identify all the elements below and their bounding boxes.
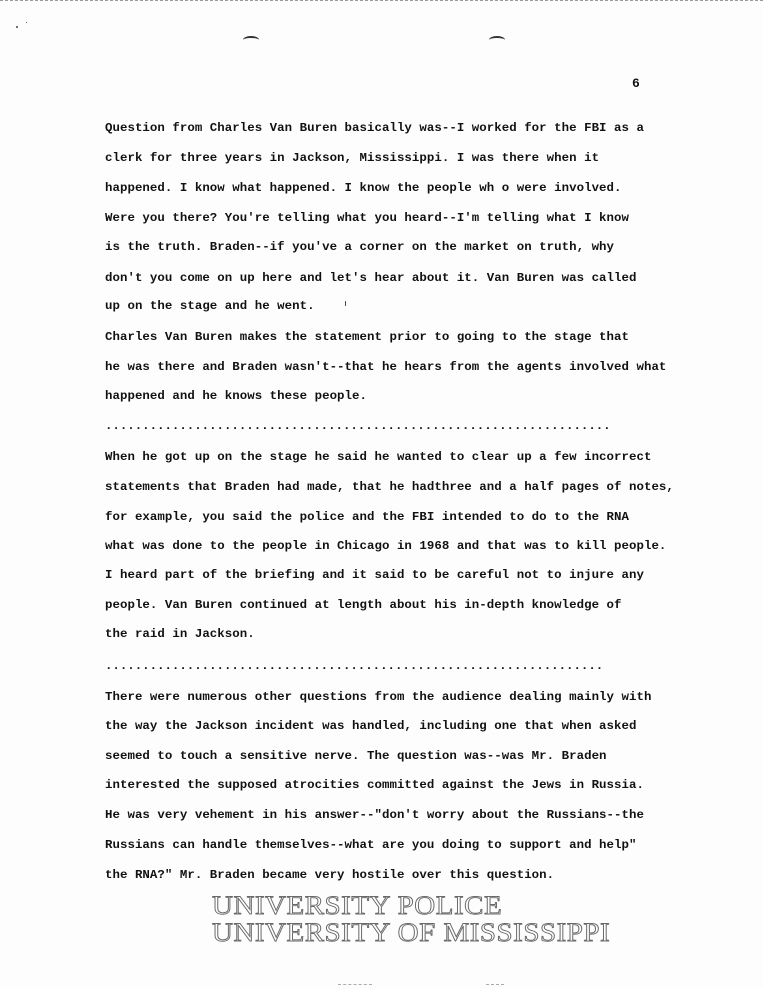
body-line: the way the Jackson incident was handled, including one that when asked	[105, 719, 637, 733]
dotted-separator: ...................................................................	[105, 659, 604, 673]
scan-speck	[345, 301, 346, 306]
body-line: he was there and Braden wasn't--that he hears from the agents involved what	[105, 360, 667, 374]
body-line: happened and he knows these people.	[105, 389, 367, 403]
scan-speck	[26, 22, 27, 23]
body-line: the raid in Jackson.	[105, 627, 255, 641]
binding-mark	[489, 36, 505, 44]
page-number: 6	[632, 76, 640, 91]
body-line: the RNA?" Mr. Braden became very hostile over this question.	[105, 868, 555, 882]
body-line: He was very vehement in his answer--"don't worry about the Russians--the	[105, 808, 644, 822]
body-line: I heard part of the briefing and it said to be careful not to injure any	[105, 568, 644, 582]
body-line: statements that Braden had made, that he hadthree and a half pages of notes,	[105, 480, 674, 494]
body-line: Question from Charles Van Buren basically was--I worked for the FBI as a	[105, 121, 644, 135]
body-line: for example, you said the police and the FBI intended to do to the RNA	[105, 510, 629, 524]
body-line: interested the supposed atrocities committed against the Jews in Russia.	[105, 778, 644, 792]
watermark-stamp-line: UNIVERSITY OF MISSISSIPPI	[212, 918, 611, 948]
body-line: seemed to touch a sensitive nerve. The question was--was Mr. Braden	[105, 749, 607, 763]
body-line: people. Van Buren continued at length about his in-depth knowledge of	[105, 598, 622, 612]
body-line: Were you there? You're telling what you heard--I'm telling what I know	[105, 211, 629, 225]
scan-speck	[16, 26, 18, 28]
bottom-scan-artifact	[338, 984, 372, 986]
body-line: Russians can handle themselves--what are you doing to support and help"	[105, 838, 637, 852]
binding-mark	[243, 36, 259, 44]
dotted-separator: ....................................................................	[105, 419, 611, 433]
body-line: When he got up on the stage he said he wanted to clear up a few incorrect	[105, 450, 652, 464]
body-line: is the truth. Braden--if you've a corner on the market on truth, why	[105, 240, 615, 254]
body-line: don't you come on up here and let's hear about it. Van Buren was called	[105, 271, 637, 285]
body-line: Charles Van Buren makes the statement prior to going to the stage that	[105, 330, 629, 344]
body-line: what was done to the people in Chicago in 1968 and that was to kill people.	[105, 539, 667, 553]
watermark-stamp-line: UNIVERSITY POLICE	[212, 891, 503, 921]
body-line: There were numerous other questions from the audience dealing mainly with	[105, 690, 652, 704]
body-line: up on the stage and he went.	[105, 299, 315, 313]
body-line: clerk for three years in Jackson, Mississippi. I was there when it	[105, 151, 600, 165]
bottom-scan-artifact	[486, 984, 504, 986]
body-line: happened. I know what happened. I know the people wh o were involved.	[105, 181, 622, 195]
top-perforation	[0, 0, 763, 5]
